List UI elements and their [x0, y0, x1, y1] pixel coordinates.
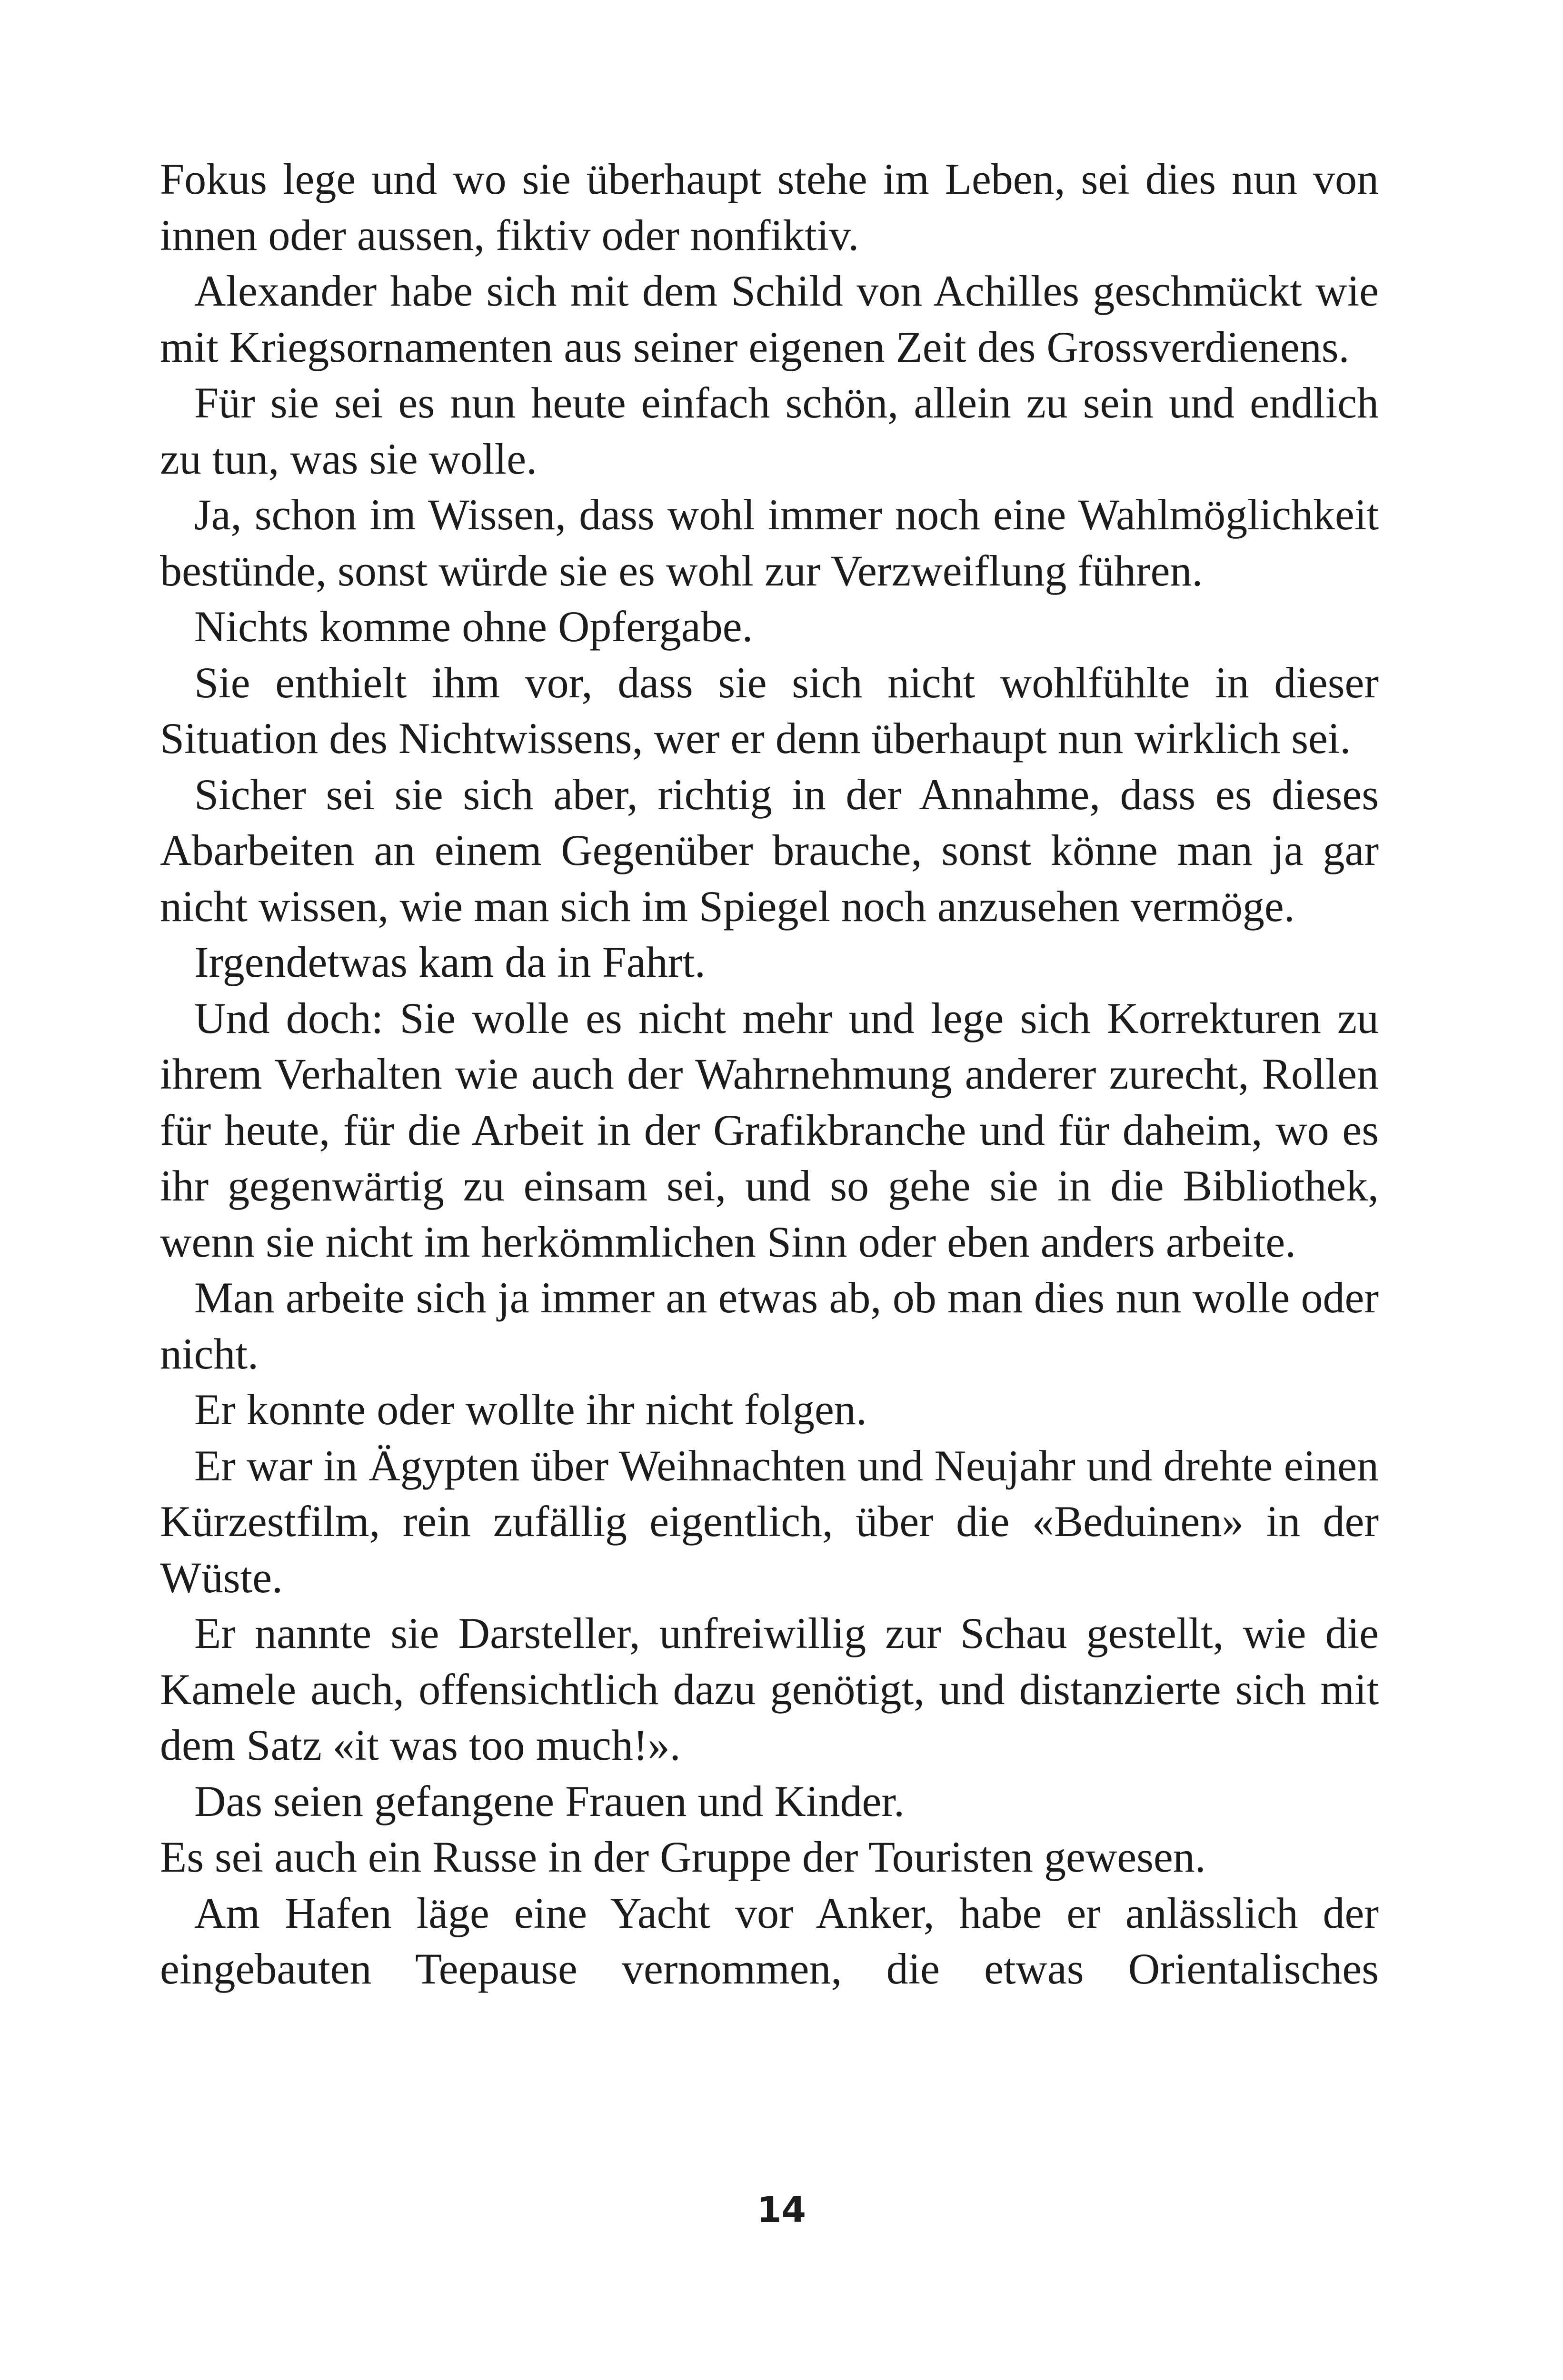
paragraph: Fokus lege und wo sie überhaupt stehe im Leben, sei dies nun von innen oder aussen, fiktiv oder nonfiktiv.	[160, 155, 1379, 259]
paragraph: Irgendetwas kam da in Fahrt.	[194, 938, 706, 986]
paragraph: Man arbeite sich ja immer an etwas ab, ob man dies nun wolle oder nicht.	[160, 1273, 1379, 1378]
paragraph: Für sie sei es nun heute einfach schön, allein zu sein und endlich zu tun, was sie wolle.	[160, 378, 1379, 483]
paragraph: Er nannte sie Darsteller, unfreiwillig zur Schau gestellt, wie die Kamele auch, offensichtlich dazu genötigt, und distanzierte sich mit dem Satz «it was too much!».	[160, 1609, 1379, 1769]
page-number: 14	[757, 2190, 806, 2231]
body-text	[160, 151, 1379, 1997]
paragraph: Er konnte oder wollte ihr nicht folgen.	[194, 1385, 867, 1434]
paragraph: Und doch: Sie wolle es nicht mehr und lege sich Korrekturen zu ihrem Verhalten wie auch der Wahrnehmung anderer zurecht, Rollen für heute, für die Arbeit in der Grafikbranche und für daheim, wo es ihr gegenwärtig zu einsam sei, und so gehe sie in die Bibliothek, wenn sie nicht im herkömmlichen Sinn oder eben anders arbeite.	[160, 993, 1379, 1266]
paragraph: Ja, schon im Wissen, dass wohl immer noch eine Wahlmöglichkeit bestünde, sonst würde sie es wohl zur Verzweiflung führen.	[160, 490, 1379, 595]
paragraph: Das seien gefangene Frauen und Kinder.	[194, 1776, 905, 1825]
paragraph: Am Hafen läge eine Yacht vor Anker, habe er anlässlich der eingebauten Teepause vernommen, die etwas Orientalisches	[160, 1888, 1379, 1993]
paragraph: Er war in Ägypten über Weihnachten und Neujahr und drehte einen Kürzestfilm, rein zufällig eigentlich, über die «Beduinen» in der Wüste.	[160, 1441, 1379, 1602]
paragraph: Es sei auch ein Russe in der Gruppe der Touristen gewesen.	[160, 1833, 1206, 1881]
paragraph: Nichts komme ohne Opfergabe.	[194, 602, 753, 651]
paragraph: Sie enthielt ihm vor, dass sie sich nicht wohlfühlte in dieser Situation des Nichtwissens, wer er denn überhaupt nun wirklich sei.	[160, 658, 1379, 763]
paragraph: Sicher sei sie sich aber, richtig in der Annahme, dass es dieses Abarbeiten an einem Gegenüber brauche, sonst könne man ja gar nicht wissen, wie man sich im Spiegel noch anzusehen vermöge.	[160, 770, 1379, 931]
paragraph: Alexander habe sich mit dem Schild von Achilles geschmückt wie mit Kriegsornamenten aus seiner eigenen Zeit des Grossverdienens.	[160, 267, 1379, 371]
